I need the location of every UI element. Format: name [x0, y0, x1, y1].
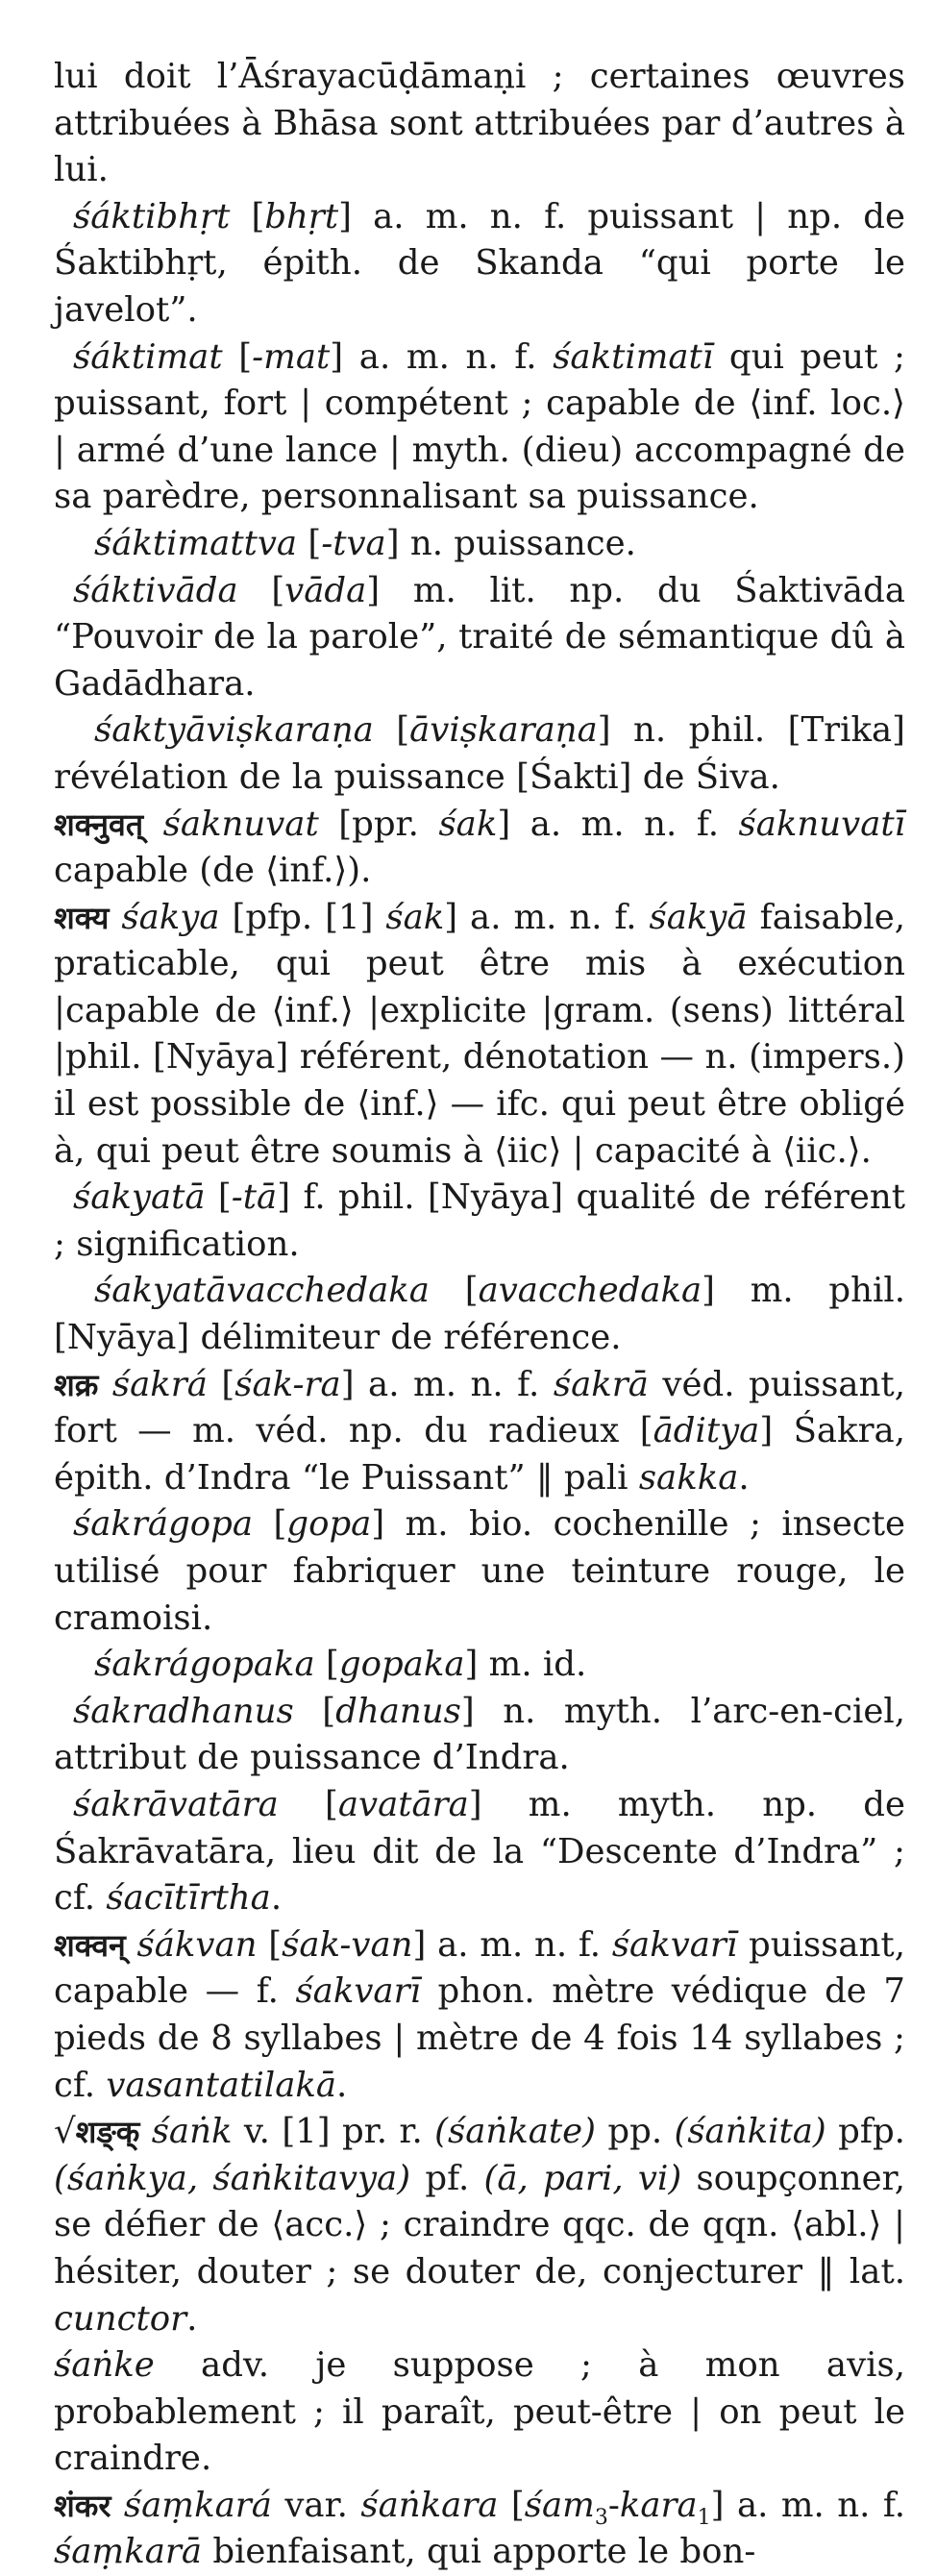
italic-term: sakka	[638, 1457, 739, 1498]
italic-term: śakradhanus	[73, 1691, 294, 1731]
italic-term: (śaṅkate)	[434, 2112, 597, 2152]
dictionary-entry	[54, 1501, 905, 1642]
italic-term: (ā, pari, vi)	[483, 2158, 682, 2198]
entry-text: .	[336, 2065, 348, 2105]
entry-text: ] a. m. n. f.	[330, 336, 554, 377]
italic-term: śacītīrtha	[106, 1878, 271, 1919]
entry-text: ] m. bio. cochenille ; insecte utilisé pour fabriquer une teinture rouge, le cramoisi.	[54, 1504, 905, 1638]
entry-text: v. [1] pr. r.	[232, 2112, 435, 2152]
italic-term: śaktyāviṣkaraṇa	[94, 710, 374, 751]
entry-text: .	[186, 2298, 198, 2339]
entry-text: pp.	[596, 2112, 675, 2152]
italic-term: śakya	[121, 897, 220, 937]
italic-term: śákvan	[136, 1924, 258, 1965]
italic-term: śakyā	[649, 897, 748, 937]
italic-term: śakyatāvacchedaka	[94, 1271, 430, 1311]
dictionary-entry	[54, 895, 905, 1176]
entry-text: ] Śakra, épith. d’Indra “le Puissant” ‖ pali	[54, 1411, 905, 1498]
italic-term: śakvarī	[295, 1971, 421, 2012]
entry-text: [	[230, 196, 265, 236]
italic-term: śaṃkarā	[54, 2532, 203, 2572]
entry-text: ] a. m. n. f.	[340, 1364, 554, 1404]
italic-term: śak-ra	[234, 1364, 341, 1404]
entry-text: [	[237, 570, 285, 610]
italic-term: śaknuvatī	[738, 804, 905, 844]
entry-text: ] m. phil. [Nyāya] délimiteur de référence.	[54, 1271, 905, 1358]
entry-text: ] a. m. n. f.	[412, 1924, 612, 1965]
entry-text	[109, 898, 121, 937]
entry-text	[126, 1925, 137, 1965]
entry-text	[143, 805, 163, 844]
italic-term: āditya	[653, 1411, 760, 1451]
italic-term: cunctor	[54, 2298, 187, 2339]
dictionary-entry	[54, 1922, 905, 2109]
root-sign: √	[54, 2112, 76, 2152]
entry-text: [	[297, 523, 322, 563]
entry-text: puissant, capable — f.	[54, 1924, 905, 2012]
entry-text: ] m. lit. np. du Śaktivāda “Pouvoir de la parole”, traité de sémantique dû à Gadādhara.	[54, 570, 905, 704]
dictionary-page	[54, 54, 905, 2576]
entry-text: véd. puissant, fort — m. véd. np. du radieux [	[54, 1364, 905, 1451]
italic-term: gopa	[286, 1504, 372, 1545]
italic-term: śakrā	[553, 1364, 649, 1404]
dictionary-entry	[54, 707, 905, 801]
entry-text: var.	[271, 2485, 361, 2525]
entry-text: [	[257, 1924, 283, 1965]
italic-term: śakrāvatāra	[73, 1784, 279, 1824]
italic-term: śak	[438, 804, 498, 844]
dictionary-entry	[54, 1362, 905, 1502]
italic-term: avatāra	[337, 1784, 469, 1824]
italic-term: śáktimattva	[94, 523, 298, 563]
subscript-index: 3	[594, 2505, 608, 2530]
entry-text: ] a. m. n. f.	[710, 2485, 905, 2525]
dictionary-entry	[54, 1175, 905, 1268]
italic-term: śak	[385, 897, 445, 937]
italic-term: śam	[524, 2485, 595, 2525]
dictionary-entry	[54, 2109, 905, 2342]
entry-text: ] m. id.	[464, 1645, 587, 1685]
entry-text: ] f. phil. [Nyāya] qualité de référent ; signification.	[54, 1177, 905, 1264]
entry-text: pfp.	[825, 2112, 905, 2152]
italic-term: avacchedaka	[478, 1271, 702, 1311]
entry-text: [	[498, 2485, 525, 2525]
devanagari-headword: शंकर	[54, 2487, 111, 2524]
italic-term: -tva	[321, 523, 386, 563]
italic-term: śaṅke	[54, 2345, 155, 2386]
entry-text	[111, 2486, 123, 2525]
entry-text: ] a. m. n. f.	[497, 804, 739, 844]
entry-text: [	[373, 710, 410, 751]
dictionary-entry	[54, 521, 905, 568]
devanagari-headword: शक्नुवत्	[54, 805, 144, 843]
entry-text: ] a. m. n. f. puissant | np. de Śaktibhṛt, épith. de Skanda “qui porte le javelot”.	[54, 196, 905, 330]
devanagari-headword: शक्य	[54, 899, 110, 936]
entry-text	[98, 1365, 112, 1404]
entry-text: capable (de ⟨inf.⟩).	[54, 851, 372, 891]
dictionary-entry	[54, 194, 905, 334]
entry-text: bienfaisant, qui apporte le bon-	[202, 2532, 756, 2572]
italic-term: vasantatilakā	[106, 2065, 337, 2105]
italic-term: śak-van	[282, 1924, 413, 1965]
italic-term: śakrágopaka	[94, 1645, 315, 1685]
entry-text: [	[429, 1271, 479, 1311]
entry-text	[139, 2112, 151, 2151]
dictionary-entry	[54, 1642, 905, 1689]
italic-term: śakyatā	[73, 1177, 206, 1218]
italic-term: (śaṅkita)	[674, 2112, 826, 2152]
dictionary-entry	[54, 1782, 905, 1922]
italic-term: śaknuvat	[162, 804, 319, 844]
dictionary-entry	[54, 1268, 905, 1361]
dictionary-entry	[54, 2483, 905, 2576]
italic-term: śakrágopa	[73, 1504, 254, 1545]
italic-term: śáktivāda	[73, 570, 238, 610]
italic-term: śáktimat	[73, 336, 223, 377]
devanagari-headword: शक्वन्	[54, 1926, 126, 1964]
dictionary-entry	[54, 334, 905, 521]
entry-text: [	[205, 1177, 232, 1218]
italic-term: śaṃkará	[123, 2485, 272, 2525]
entry-text: [	[314, 1645, 339, 1685]
entry-text: ] n. puissance.	[385, 523, 636, 563]
entry-text: ] m. myth. np. de Śakrāvatāra, lieu dit de la “Descente d’Indra” ; cf.	[54, 1784, 905, 1919]
dictionary-entry	[54, 802, 905, 895]
dictionary-entry	[54, 2342, 905, 2483]
entry-text: ] n. myth. l’arc-en-ciel, attribut de puissance d’Indra.	[54, 1691, 906, 1778]
entry-text: -	[607, 2485, 620, 2525]
italic-term: āviṣkaraṇa	[409, 710, 598, 751]
dictionary-entry	[54, 1689, 905, 1782]
entry-text: [pfp. [1]	[219, 897, 386, 937]
entry-text: [	[207, 1364, 235, 1404]
italic-term: śakrá	[111, 1364, 208, 1404]
entry-text: ] n. phil. [Trika] révélation de la puissance [Śakti] de Śiva.	[54, 710, 906, 797]
entry-text: ] a. m. n. f.	[444, 897, 650, 937]
entry-text: .	[270, 1878, 283, 1919]
italic-term: śaṅkara	[360, 2485, 499, 2525]
entry-text: .	[738, 1457, 750, 1498]
italic-term: gopaka	[338, 1645, 465, 1685]
italic-term: -mat	[252, 336, 331, 377]
dictionary-entry	[54, 568, 905, 708]
entry-text: [	[222, 336, 253, 377]
entry-text: [	[278, 1784, 338, 1824]
italic-term: bhṛt	[264, 196, 339, 236]
italic-term: (śaṅkya, śaṅkitavya)	[54, 2158, 411, 2198]
entry-text: soupçonner, se défier de ⟨acc.⟩ ; craindre qqc. de qqn. ⟨abl.⟩ | hésiter, douter ; se douter de, conjecturer ‖ lat.	[54, 2158, 906, 2291]
entry-text: pf.	[410, 2158, 484, 2198]
entry-text: phon. mètre védique de 7 pieds de 8 syllabes | mètre de 4 fois 14 syllabes ; cf.	[54, 1971, 905, 2105]
subscript-index: 1	[697, 2505, 711, 2530]
italic-term: śaṅk	[151, 2112, 233, 2152]
italic-term: śakvarī	[611, 1924, 738, 1965]
italic-term: -tā	[231, 1177, 278, 1218]
italic-term: vāda	[284, 570, 367, 610]
devanagari-headword: शङ्क्	[75, 2114, 140, 2151]
entry-text: [	[253, 1504, 287, 1545]
italic-term: dhanus	[335, 1691, 461, 1731]
devanagari-headword: शक्र	[54, 1366, 99, 1403]
entry-text: [ppr.	[318, 804, 439, 844]
italic-term: śaktimatī	[553, 336, 714, 377]
italic-term: śáktibhṛt	[73, 196, 231, 236]
entry-text: [	[293, 1691, 336, 1731]
entry-text: faisable, praticable, qui peut être mis à exécution |capable de ⟨inf.⟩ |explicite |gram. (sens) littéral |phil. [Nyāya] référent, dénotation — n. (impers.) il est possible de ⟨inf.⟩ — ifc. qui peut être obligé à, qui peut être soumis à ⟨iic⟩ | capacité à ⟨iic.⟩.	[54, 897, 905, 1171]
entry-text: qui peut ; puissant, fort | compétent ; capable de ⟨inf. loc.⟩ | armé d’une lance | myth. (dieu) accompagné de sa parèdre, personnalisant sa puissance.	[54, 336, 905, 517]
dictionary-entry	[54, 54, 905, 194]
italic-term: kara	[619, 2485, 698, 2525]
entry-text: lui doit l’Āśrayacūḍāmaṇi ; certaines œuvres attribuées à Bhāsa sont attribuées par d’autres à lui.	[54, 57, 905, 190]
entry-text: adv. je suppose ; à mon avis, probablement ; il paraît, peut-être | on peut le craindre.	[54, 2345, 905, 2479]
